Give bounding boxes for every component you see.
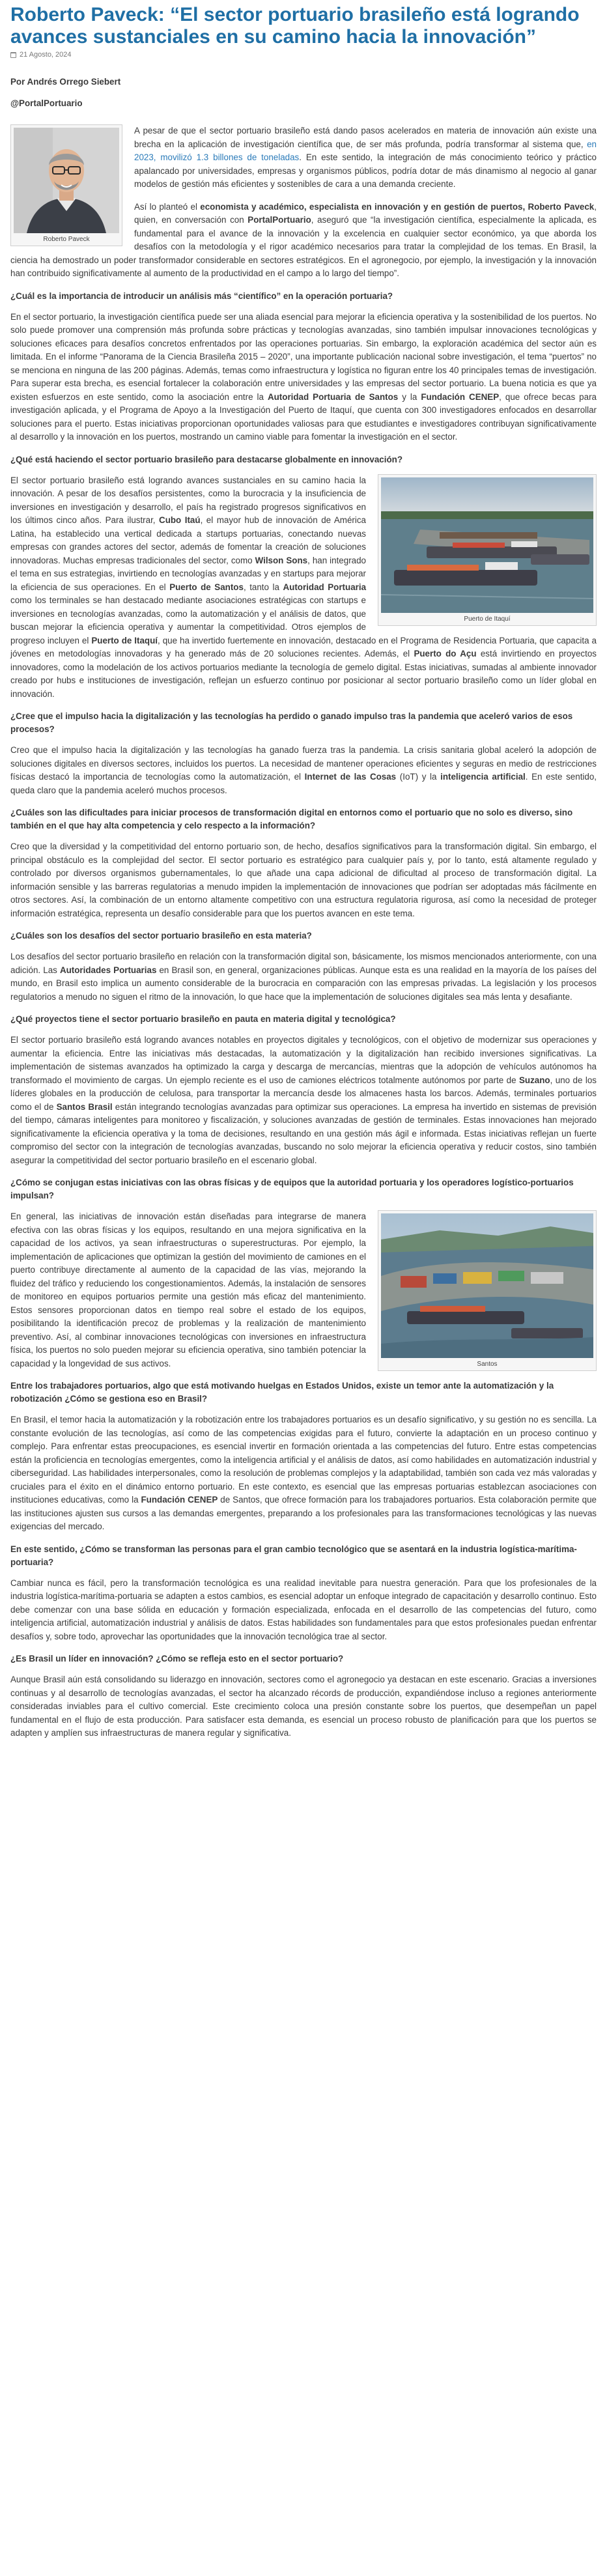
question-2: ¿Qué está haciendo el sector portuario brasileño para destacarse globalmente en innovación? xyxy=(10,454,403,464)
port-photo xyxy=(381,477,593,613)
article-date: 21 Agosto, 2024 xyxy=(20,51,72,59)
intro-paragraph-2: Así lo planteó el economista y académico, especialista en innovación y en gestión de puertos, Roberto Paveck, quien, en conversación con PortalPortuario, aseguró que “la investigación científica, especialmente la aplicada, es fundamental para el avance de la innovación y la excelencia en cualquier sector económico, ya que aborda los desafíos con la metodología y el rigor académico necesarios para tratar la complejidad de los temas. En Brasil, la ciencia ha demostrado un poder transformador considerable en sectores estratégicos. En el agronegocio, por ejemplo, la investigación y la innovación han contribuido significativamente al aumento de la productividad en el campo a lo largo del tiempo”. xyxy=(10,201,597,278)
answer-1: En el sector portuario, la investigación científica puede ser una aliada esencial para mejorar la eficiencia operativa y la sostenibilidad de los puertos. No solo puede promover una comprensión más profunda sobre prácticas y tecnologías avanzadas, sino también impulsar innovaciones tecnológicas y soluciones eficaces para desafíos concretos enfrentados por las operaciones portuarias. Sin embargo, la exploración académica del sector aún es limitada. En el informe “Panorama de la Ciencia Brasileña 2015 – 2020”, una importante publicación nacional sobre investigación, el tema “puertos” no se menciona en ninguna de las 200 páginas. Además, temas como infraestructura y logística no figuran entre los 40 principales temas de investigación. Para superar esta brecha, es esencial fortalecer la colaboración entre universidades y las empresas del sector portuario. La buena noticia es que ya existen esfuerzos en este sentido, como la asociación entre la Autoridad Portuaria de Santos y la Fundación CENEP, que ofrece becas para investigación aplicada, y el Programa de Apoyo a la Investigación del Puerto de Itaquí, que cuenta con 300 investigadores enfocados en desarrollar soluciones para el puerto. Estas iniciativas proporcionan oportunidades valiosas para que estudiantes e investigadores contribuyan significativamente al desarrollo y la innovación en los puertos, mostrando un camino viable para fomentar la investigación en el sector. xyxy=(10,311,597,442)
question-4: ¿Cuáles son las dificultades para iniciar procesos de transformación digital en entornos como el portuario que no solo es diverso, sino también en el que hay alta competencia y celo respecto a la información? xyxy=(10,808,573,830)
santos-caption: Santos xyxy=(477,1361,498,1368)
tonnage-link[interactable]: en 2023, movilizó 1.3 billones de toneladas xyxy=(134,139,597,162)
calendar-icon xyxy=(10,52,16,58)
santos-illustration xyxy=(381,1213,593,1358)
portrait-illustration xyxy=(14,128,119,233)
answer-4: Creo que la diversidad y la competitividad del entorno portuario son, de hecho, desafíos significativos para la transformación digital. Sin embargo, el principal obstáculo es la complejidad del sector. El sector portuario es estratégico para cualquier país y, por lo tanto, está altamente regulado y controlado por diversos organismos gubernamentales, lo que añade una capa adicional de dificultad al proceso de transformación digital. La información sensible y las barreras regulatorias a menudo impiden la implementación de innovaciones que podrían ser adoptadas más fácilmente en otros sectores. Así, la combinación de un entorno altamente competitivo con una estructura regulatoria rigurosa, así como la necesidad de proteger información estratégica, representa un desafío considerable para que los puertos avancen en este tema. xyxy=(10,842,597,918)
question-6: ¿Qué proyectos tiene el sector portuario brasileño en pauta en materia digital y tecnológica? xyxy=(10,1014,396,1024)
answer-7: En general, las iniciativas de innovación están diseñadas para integrarse de manera efectiva con las obras físicas y los equipos, resultando en una mejora significativa en la capacidad de los activos, ya sean infraestructuras o superestructuras. Por ejemplo, la implementación de aplicaciones que optimizan la gestión del movimiento de camiones en el puerto contribuye directamente al aumento de la capacidad de las vías, mejorando la fluidez del tráfico y reduciendo los congestionamientos. Además, la instalación de sensores de monitoreo en equipos portuarios permite una gestión más eficaz del mantenimiento. Estos sensores proporcionan datos en tiempo real sobre el estado de los equipos, posibilitando la identificación precoz de problemas y la realización de mantenimiento preventivo. Así, al combinar innovaciones tecnológicas con inversiones en infraestructura física, los puertos no solo pueden mejorar su eficiencia operativa, sino también potenciar la capacidad y la longevidad de sus activos. xyxy=(10,1211,366,1368)
port-caption: Puerto de Itaquí xyxy=(464,615,511,623)
portrait-caption: Roberto Paveck xyxy=(43,236,90,243)
question-7: ¿Cómo se conjugan estas iniciativas con las obras físicas y de equipos que la autoridad portuaria y los operadores logístico-portuarios impulsan? xyxy=(10,1178,574,1200)
portrait-photo xyxy=(14,128,119,233)
answer-2: El sector portuario brasileño está logrando avances sustanciales en su camino hacia la innovación. A pesar de los desafíos persistentes, como la burocracia y la insuficiencia de inversiones en investigación y desarrollo, el país ha registrado progresos significativos en los últimos cinco años. Para ilustrar, Cubo Itaú, el mayor hub de innovación de América Latina, ha establecido una vertical dedicada a startups portuarias, conectando nuevas empresas con grandes actores del sector, además de fomentar la creación de soluciones innovadoras. Muchas empresas tradicionales del sector, como Wilson Sons, han integrado el tema en sus estrategias, invirtiendo en tecnologías avanzadas y en startups para mejorar la eficiencia de sus operaciones. En el Puerto de Santos, tanto la Autoridad Portuaria como los terminales se han destacado mediante asociaciones estratégicas con startups e inversiones en tecnologías avanzadas, como la automatización y el análisis de datos, que buscan mejorar la eficiencia operativa y aumentar la competitividad. Otros ejemplos de progreso incluyen el Puerto de Itaquí, que ha invertido fuertemente en innovación, destacado en el Programa de Residencia Portuaria, que capacita a jóvenes en metodologías innovadoras y ha generado más de 20 soluciones recientes. Además, el Puerto do Açu está invirtiendo en proyectos innovadores, como la modelación de los activos portuarios mediante la tecnología de gemelo digital. Estas iniciativas, sumadas al ambiente innovador creado por hubs e instituciones de investigación, reflejan un esfuerzo continuo por posicionar al sector portuario brasileño como un líder global en innovación. xyxy=(10,475,597,699)
question-10: ¿Es Brasil un líder en innovación? ¿Cómo se refleja esto en el sector portuario? xyxy=(10,1654,344,1663)
date-row xyxy=(10,51,597,59)
twitter-handle: @PortalPortuario xyxy=(10,98,83,108)
answer-8: En Brasil, el temor hacia la automatización y la robotización entre los trabajadores portuarios es un desafío significativo, y su gestión no es sencilla. La constante evolución de las tecnologías, así como de las competencias exigidas para el futuro, convierte la adaptación en un proceso continuo y complejo. Para enfrentar estas preocupaciones, es esencial invertir en formación orientada a las competencias del futuro. Entre estas competencias están la proficiencia en tecnologías emergentes, como la inteligencia artificial y el análisis de datos, así como habilidades en automatización industrial y ciberseguridad. Las habilidades interpersonales, como la resolución de problemas complejos y la adaptabilidad, también son cada vez más valoradas y cruciales para el éxito en el dinámico entorno portuario. En este contexto, es esencial que las empresas portuarias establezcan asociaciones con instituciones educativas, como la Fundación CENEP de Santos, que ofrece formación para los trabajadores portuarios. Esta colaboración permite que las instituciones ajusten sus cursos a las demandas emergentes, preparando a los profesionales para las transformaciones tecnológicas y las nuevas exigencias del mercado. xyxy=(10,1415,597,1531)
answer-6: El sector portuario brasileño está logrando avances notables en proyectos digitales y tecnológicos, con el objetivo de modernizar sus operaciones y aumentar la eficiencia. Entre las iniciativas más destacadas, la automatización y la digitalización han recibido inversiones significativas. La implementación de sistemas avanzados ha optimizado la carga y descarga de mercancías, mientras que la adopción de vehículos autónomos ha transformado el movimiento de cargas. Un ejemplo reciente es el uso de camiones eléctricos totalmente autónomos por parte de Suzano, uno de los líderes globales en la producción de celulosa, para transportar la mercancía desde los almacenes hasta los barcos. Además, terminales portuarios como el de Santos Brasil están integrando tecnologías avanzadas para optimizar sus operaciones. La empresa ha invertido en sistemas de previsión del tiempo, cámaras inteligentes para monitoreo y fiscalización, y soluciones avanzadas de gestión de terminales. Estas innovaciones han mejorado significativamente la eficiencia operativa y la toma de decisiones, resultando en una gestión más ágil e informada. Estas iniciativas reflejan un fuerte compromiso del sector con la integración de tecnologías avanzadas, buscando no solo mejorar la eficiencia operativa y reducir costos, sino también asegurar la competitividad del sector portuario brasileño en el escenario global. xyxy=(10,1035,597,1165)
port-illustration xyxy=(381,477,593,613)
question-5: ¿Cuáles son los desafíos del sector portuario brasileño en esta materia? xyxy=(10,931,312,941)
article-title: Roberto Paveck: “El sector portuario brasileño está logrando avances sustanciales en su camino hacia la innovación” xyxy=(10,4,580,48)
portrait-figure xyxy=(10,124,122,246)
port-figure xyxy=(378,474,597,626)
answer-10: Aunque Brasil aún está consolidando su liderazgo en innovación, sectores como el agronegocio ya destacan en este escenario. Gracias a inversiones continuas y al desarrollo de tecnologías avanzadas, el sector ha alcanzado récords de producción, expandiéndose incluso a regiones anteriormente consideradas inviables para el cultivo comercial. Este crecimiento coloca una presión constante sobre los puertos, que desempeñan un papel fundamental en el flujo de esta producción. Para satisfacer esta demanda, es esencial un proceso robusto de planificación para que los puertos se adapten y amplíen sus infraestructuras de manera regular y significativa. xyxy=(10,1675,597,1738)
byline: Por Andrés Orrego Siebert xyxy=(10,77,121,87)
answer-9: Cambiar nunca es fácil, pero la transformación tecnológica es una realidad inevitable para nuestra generación. Para que los profesionales de la industria logística-marítima-portuaria se adapten a estos cambios, es esencial adoptar un enfoque integrado de capacitación y desarrollo continuo. Esto debe comenzar con una base sólida en educación y formación especializada, enfocada en el desarrollo de las competencias del futuro, como inteligencia artificial, automatización industrial y análisis de datos. Estas habilidades son fundamentales para que estos profesionales puedan enfrentar desafíos y, sobre todo, aprovechar las oportunidades que la innovación tecnológica trae al sector. xyxy=(10,1578,597,1641)
answer-5: Los desafíos del sector portuario brasileño en relación con la transformación digital son, básicamente, los mismos mencionados anteriormente, con una adición. Las Autoridades Portuarias en Brasil son, en general, organizaciones públicas. Aunque esta es una realidad en la mayoría de los países del mundo, en Brasil esto implica un aumento considerable de la burocracia en comparación con las empresas privadas. La legislación y los procesos regulatorios a menudo no siguen el ritmo de la innovación, lo que hace que la implementación de soluciones digitales sea más lenta y desafiante. xyxy=(10,952,597,1002)
santos-photo xyxy=(381,1213,593,1358)
question-1: ¿Cuál es la importancia de introducir un análisis más “científico” en la operación portuaria? xyxy=(10,290,393,301)
question-8: Entre los trabajadores portuarios, algo que está motivando huelgas en Estados Unidos, existe un temor ante la automatización y la robotización ¿Cómo se gestiona eso en Brasil? xyxy=(10,1381,554,1404)
santos-figure xyxy=(378,1210,597,1371)
intro-paragraph-1: A pesar de que el sector portuario brasileño está dando pasos acelerados en materia de innovación aún existe una brecha en la aplicación de investigación científica que, de ser más profunda, podría transformar al sistema que, en 2023, movilizó 1.3 billones de toneladas. En este sentido, la integración de más conocimiento teórico y práctico apalancado por universidades, empresas y organismos públicos, podría dotar de más dinamismo al negocio al ganar modelos de gestión más eficientes y sostenibles de cara a una demanda creciente. xyxy=(134,126,597,189)
question-3: ¿Cree que el impulso hacia la digitalización y las tecnologías ha perdido o ganado impulso tras la pandemia que aceleró varios de esos procesos? xyxy=(10,711,573,734)
answer-3: Creo que el impulso hacia la digitalización y las tecnologías ha ganado fuerza tras la pandemia. La crisis sanitaria global aceleró la adopción de soluciones digitales en diversos sectores, incluidos los puertos. La necesidad de mantener operaciones eficientes y seguras en medio de restricciones físicas destacó la importancia de tecnologías como la automatización, el Internet de las Cosas (IoT) y la inteligencia artificial. En este sentido, queda claro que la pandemia aceleró muchos procesos. xyxy=(10,745,597,795)
question-9: En este sentido, ¿Cómo se transforman las personas para el gran cambio tecnológico que se asentará en la industria logística-marítima-portuaria? xyxy=(10,1544,577,1567)
